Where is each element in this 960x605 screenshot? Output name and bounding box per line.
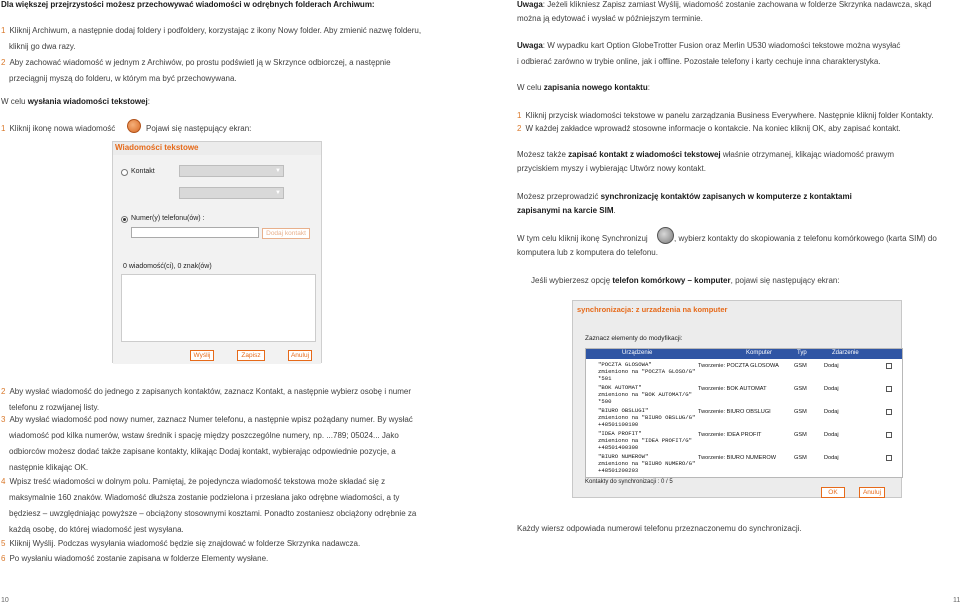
event: Dodaj <box>824 409 839 415</box>
device-number: +48501400300 <box>598 444 639 451</box>
event: Dodaj <box>824 363 839 369</box>
row-checkbox[interactable] <box>886 363 892 369</box>
contact-label: Kontakt <box>131 168 155 175</box>
message-counter: 0 wiadomość(ci), 0 znak(ów) <box>123 263 212 270</box>
sync-dialog <box>572 300 902 498</box>
contact-step-2: 2 W każdej zakładce wprowadź stosowne informacje o kontakcie. Na koniec kliknij OK, aby zapisać kontakt. <box>517 124 901 133</box>
table-row[interactable] <box>586 453 902 476</box>
add-contact-button[interactable]: Dodaj kontakt <box>262 228 310 239</box>
choose-option-text: Jeśli wybierzesz opcję telefon komórkowy – komputer, pojawi się następujący ekran: <box>531 276 840 285</box>
para-5: 5 Kliknij Wyślij. Podczas wysyłania wiadomość będzie się znajdować w folderze Skrzynka nadawcza. <box>1 539 361 548</box>
intro-text: Dla większej przejrzystości możesz przechowywać wiadomości w odrębnych folderach Archiwum: <box>1 0 375 9</box>
send-button[interactable]: Wyślij <box>190 350 214 361</box>
computer-action: Tworzenie: BIURO OBSLUGI <box>698 409 771 415</box>
sync-icon-text-cont: , wybierz kontakty do skopiowania z telefonu komórkowego (karta SIM) do <box>674 234 937 243</box>
number-dropdown[interactable] <box>179 187 284 199</box>
row-checkbox[interactable] <box>886 409 892 415</box>
also-save-text: Możesz także zapisać kontakt z wiadomości tekstowej właśnie otrzymanej, klikając wiadomość prawym <box>517 150 895 159</box>
send-step-1-cont: Pojawi się następujący ekran: <box>146 124 252 133</box>
para-3-cont2: odbiorców możesz dodać także zapisane kontakty, klikając Dodaj kontakt, wybierając odpowiednie pozycje, a <box>9 447 396 456</box>
entry-type: GSM <box>794 386 807 392</box>
para-3-cont3: następnie klikając OK. <box>9 463 89 472</box>
sync-table <box>585 348 903 478</box>
device-number: *501 <box>598 375 612 382</box>
table-row[interactable] <box>586 407 902 430</box>
device-name: "BIURO NUMEROW" <box>598 453 649 460</box>
para-3: 3 Aby wysłać wiadomość pod nowy numer, zaznacz Numer telefonu, a następnie wpisz pożądany numer. By wysłać <box>1 415 413 424</box>
device-name: "BIURO OBSLUGI" <box>598 407 649 414</box>
device-rename: zmieniono na "IDEA PROFIT/G" <box>598 437 692 444</box>
page-number-right: 11 <box>953 597 960 604</box>
chevron-down-icon: ▼ <box>275 190 281 196</box>
dialog-title: Wiadomości tekstowe <box>113 142 321 154</box>
device-number: *500 <box>598 398 612 405</box>
computer-action: Tworzenie: IDEA PROFIT <box>698 432 762 438</box>
contact-step-1: 1 Kliknij przycisk wiadomości tekstowe w panelu zarządzania Business Everywhere. Następnie kliknij folder Kontakty. <box>517 111 934 120</box>
event: Dodaj <box>824 455 839 461</box>
device-name: "BOK AUTOMAT" <box>598 384 642 391</box>
row-checkbox[interactable] <box>886 455 892 461</box>
sync-text: Możesz przeprowadzić synchronizację kontaktów zapisanych w komputerze z kontaktami <box>517 192 852 201</box>
send-intro: W celu wysłania wiadomości tekstowej: <box>1 97 150 106</box>
sync-icon-text-cont2: komputera lub z komputera do telefonu. <box>517 248 658 257</box>
note-2-cont: i odbierać zarówno w trybie online, jak i offline. Pozostałe telefony i karty cechuje inna charakterystyka. <box>517 57 881 66</box>
col-type: Typ <box>797 350 807 356</box>
dialog-body <box>113 155 321 364</box>
entry-type: GSM <box>794 409 807 415</box>
device-number: +48501100100 <box>598 421 639 428</box>
send-step-1: 1 Kliknij ikonę nowa wiadomość <box>1 124 116 133</box>
step-1-text: 1 Kliknij Archiwum, a następnie dodaj foldery i podfoldery, korzystając z ikony Nowy folder. Aby zmienić nazwę folderu, <box>1 26 422 35</box>
note-1-cont: można ją edytować i wysłać w późniejszym terminie. <box>517 14 703 23</box>
row-checkbox[interactable] <box>886 432 892 438</box>
para-4: 4 Wpisz treść wiadomości w dolnym polu. Pamiętaj, że pojedyncza wiadomość tekstowa może składać się z <box>1 477 386 486</box>
device-name: "POCZTA GLOSOWA" <box>598 361 652 368</box>
para-2: 2 Aby wysłać wiadomość do jednego z zapisanych kontaktów, zaznacz Kontakt, a następnie wybierz osobę i numer <box>1 387 412 396</box>
entry-type: GSM <box>794 363 807 369</box>
para-4-cont: maksymalnie 160 znaków. Wiadomość dłuższa zostanie podzielona i przesłana jako odrębne wiadomości, a ty <box>9 493 400 502</box>
number-input[interactable] <box>131 227 259 238</box>
step-2-text: 2 Aby zachować wiadomość w jednym z Archiwów, po prostu podświetl ją w Skrzynce odbiorczej, a następnie <box>1 58 391 67</box>
number-radio[interactable] <box>121 216 128 223</box>
step-2-text-cont: przeciągnij myszą do folderu, w którym ma być przechowywana. <box>9 74 237 83</box>
table-row[interactable] <box>586 384 902 407</box>
contact-radio[interactable] <box>121 169 128 176</box>
contact-dropdown[interactable] <box>179 165 284 177</box>
row-checkbox[interactable] <box>886 386 892 392</box>
page-number-left: 10 <box>1 597 9 604</box>
computer-action: Tworzenie: BIURO NUMEROW <box>698 455 777 461</box>
note-1: Uwaga: Jeżeli klikniesz Zapisz zamiast Wyślij, wiadomość zostanie zachowana w folderze Skrzynka nadawcza, skąd <box>517 0 932 9</box>
sync-cancel-button[interactable]: Anuluj <box>859 487 885 498</box>
device-rename: zmieniono na "POCZTA GLOSO/G" <box>598 368 696 375</box>
sync-dialog-title: synchronizacja: z urzadzenia na komputer <box>577 305 728 314</box>
chevron-down-icon: ▼ <box>275 168 281 174</box>
caption-text: Każdy wiersz odpowiada numerowi telefonu przeznaczonemu do synchronizacji. <box>517 524 802 533</box>
para-6: 6 Po wysłaniu wiadomość zostanie zapisana w folderze Elementy wysłane. <box>1 554 269 563</box>
device-rename: zmieniono na "BOK AUTOMAT/G" <box>598 391 692 398</box>
device-number: +48501200203 <box>598 467 639 474</box>
entry-type: GSM <box>794 432 807 438</box>
table-row[interactable] <box>586 361 902 384</box>
device-rename: zmieniono na "BIURO OBSLUG/G" <box>598 414 696 421</box>
sync-icon-text: W tym celu kliknij ikonę Synchronizuj <box>517 234 648 243</box>
event: Dodaj <box>824 432 839 438</box>
text-message-dialog <box>112 141 322 363</box>
computer-action: Tworzenie: BOK AUTOMAT <box>698 386 767 392</box>
also-save-text-cont: przyciskiem myszy i wybierając Utwórz nowy kontakt. <box>517 164 706 173</box>
table-row[interactable] <box>586 430 902 453</box>
save-contact-intro: W celu zapisania nowego kontaktu: <box>517 83 650 92</box>
col-computer: Komputer <box>746 350 773 356</box>
ok-button[interactable]: OK <box>821 487 845 498</box>
new-message-icon[interactable] <box>127 119 141 133</box>
para-2-cont: telefonu z rozwijanej listy. <box>9 403 100 412</box>
sync-table-header <box>586 349 902 359</box>
device-rename: zmieniono na "BIURO NUMERO/G" <box>598 460 696 467</box>
save-button[interactable]: Zapisz <box>237 350 265 361</box>
col-device: Urządzenie <box>622 350 653 356</box>
col-event: Zdarzenie <box>832 350 859 356</box>
computer-action: Tworzenie: POCZTA GLOSOWA <box>698 363 779 369</box>
cancel-button[interactable]: Anuluj <box>288 350 312 361</box>
entry-type: GSM <box>794 455 807 461</box>
step-1-text-cont: kliknij go dwa razy. <box>9 42 76 51</box>
device-name: "IDEA PROFIT" <box>598 430 642 437</box>
number-label: Numer(y) telefonu(ów) : <box>131 215 205 222</box>
message-body-input[interactable] <box>121 274 316 342</box>
synchronize-icon[interactable] <box>657 227 674 244</box>
sync-count: Kontakty do synchronizacji : 0 / 5 <box>585 479 673 485</box>
event: Dodaj <box>824 386 839 392</box>
sync-text-cont: zapisanymi na karcie SIM. <box>517 206 616 215</box>
sync-dialog-subtitle: Zaznacz elementy do modyfikacji: <box>585 335 683 342</box>
para-4-cont3: każdą osobę, do której wiadomość jest wysyłana. <box>9 525 184 534</box>
note-2: Uwaga: W wypadku kart Option GlobeTrotter Fusion oraz Merlin U530 wiadomości tekstowe można wysyłać <box>517 41 901 50</box>
para-4-cont2: będziesz – uwzględniając powyższe – obciążony stosownymi kosztami. Ponadto zostaniesz obciążony odrębnie za <box>9 509 417 518</box>
para-3-cont: wiadomość pod kilka numerów, wstaw średnik i spację między poszczególne numery, np. ...789; 05024... Jako <box>9 431 399 440</box>
